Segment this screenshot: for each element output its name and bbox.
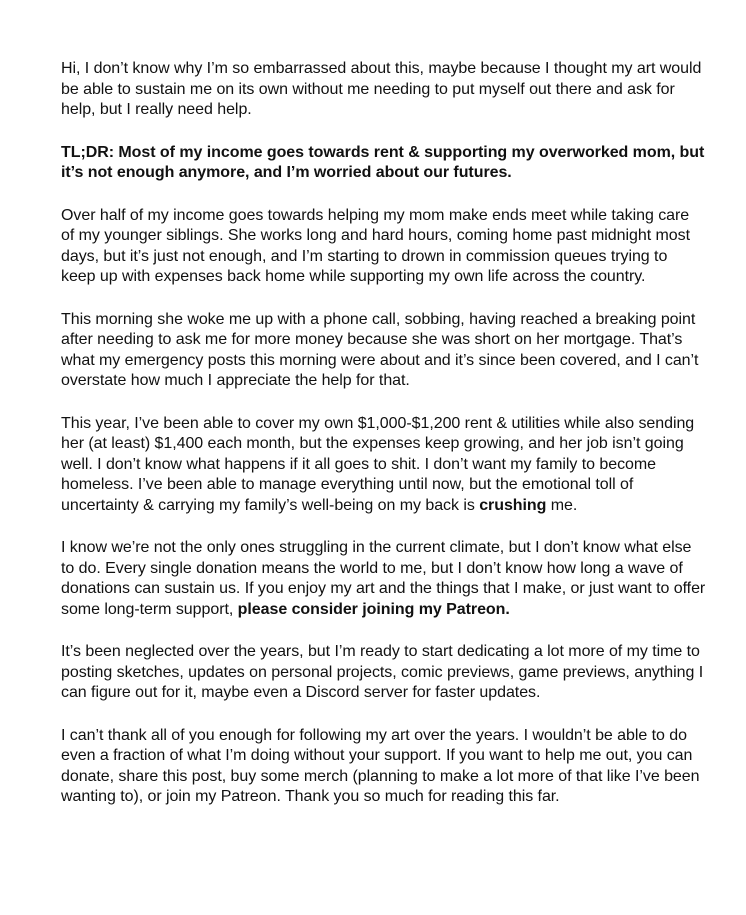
tldr-paragraph: TL;DR: Most of my income goes towards rent & supporting my overworked mom, but it’s not enough anymore, and I’m worried about our futures. [61, 143, 705, 181]
patreon-call-to-action: please consider joining my Patreon. [237, 600, 510, 618]
donation-text: I know we’re not the only ones struggling in the current climate, but I don’t know what else to do. Every single donation means the world to me, but I don’t know how long a wave of donations can sustain us. If you enjoy my art and the things that I make, or just want to offer some long-term support, [61, 539, 706, 618]
crushing-emphasis: crushing [479, 496, 547, 514]
patreon-plans-paragraph: It’s been neglected over the years, but I’m ready to start dedicating a lot more of my time to posting sketches, updates on personal projects, comic previews, game previews, anything I can figure out for it, maybe even a Discord server for faster updates. [61, 643, 704, 701]
donation-paragraph [61, 538, 706, 620]
thanks-paragraph: I can’t thank all of you enough for following my art over the years. I wouldn’t be able to do even a fraction of what I’m doing without your support. If you want to help me out, you can donate, share this post, buy some merch (planning to make a lot more of that like I’ve been wanting to), or join my Patreon. Thank you so much for reading this far. [61, 726, 700, 805]
phone-call-paragraph: This morning she woke me up with a phone call, sobbing, having reached a breaking point after needing to ask me for more money because she was short on her mortgage. That’s what my emergency posts this morning were about and it’s since been covered, and I can’t overstate how much I appreciate the help for that. [61, 310, 699, 389]
intro-paragraph: Hi, I don’t know why I’m so embarrassed about this, maybe because I thought my art would be able to sustain me on its own without me needing to put myself out there and ask for help, but I really need help. [61, 60, 702, 118]
expenses-paragraph [61, 414, 706, 517]
expenses-text-end: me. [546, 496, 578, 514]
income-paragraph: Over half of my income goes towards helping my mom make ends meet while taking care of my younger siblings. She works long and hard hours, coming home past midnight most days, but it’s just not enough, and I’m starting to drown in commission queues trying to keep up with expenses back home while supporting my own life across the country. [61, 206, 690, 285]
expenses-text: This year, I’ve been able to cover my own $1,000-$1,200 rent & utilities while also sending her (at least) $1,400 each month, but the expenses keep growing, and her job isn’t going well. I don’t know what happens if it all goes to shit. I don’t want my family to become homeless. I’ve been able to manage everything until now, but the emotional toll of uncertainty & carrying my family’s well-being on my back is [61, 414, 695, 514]
